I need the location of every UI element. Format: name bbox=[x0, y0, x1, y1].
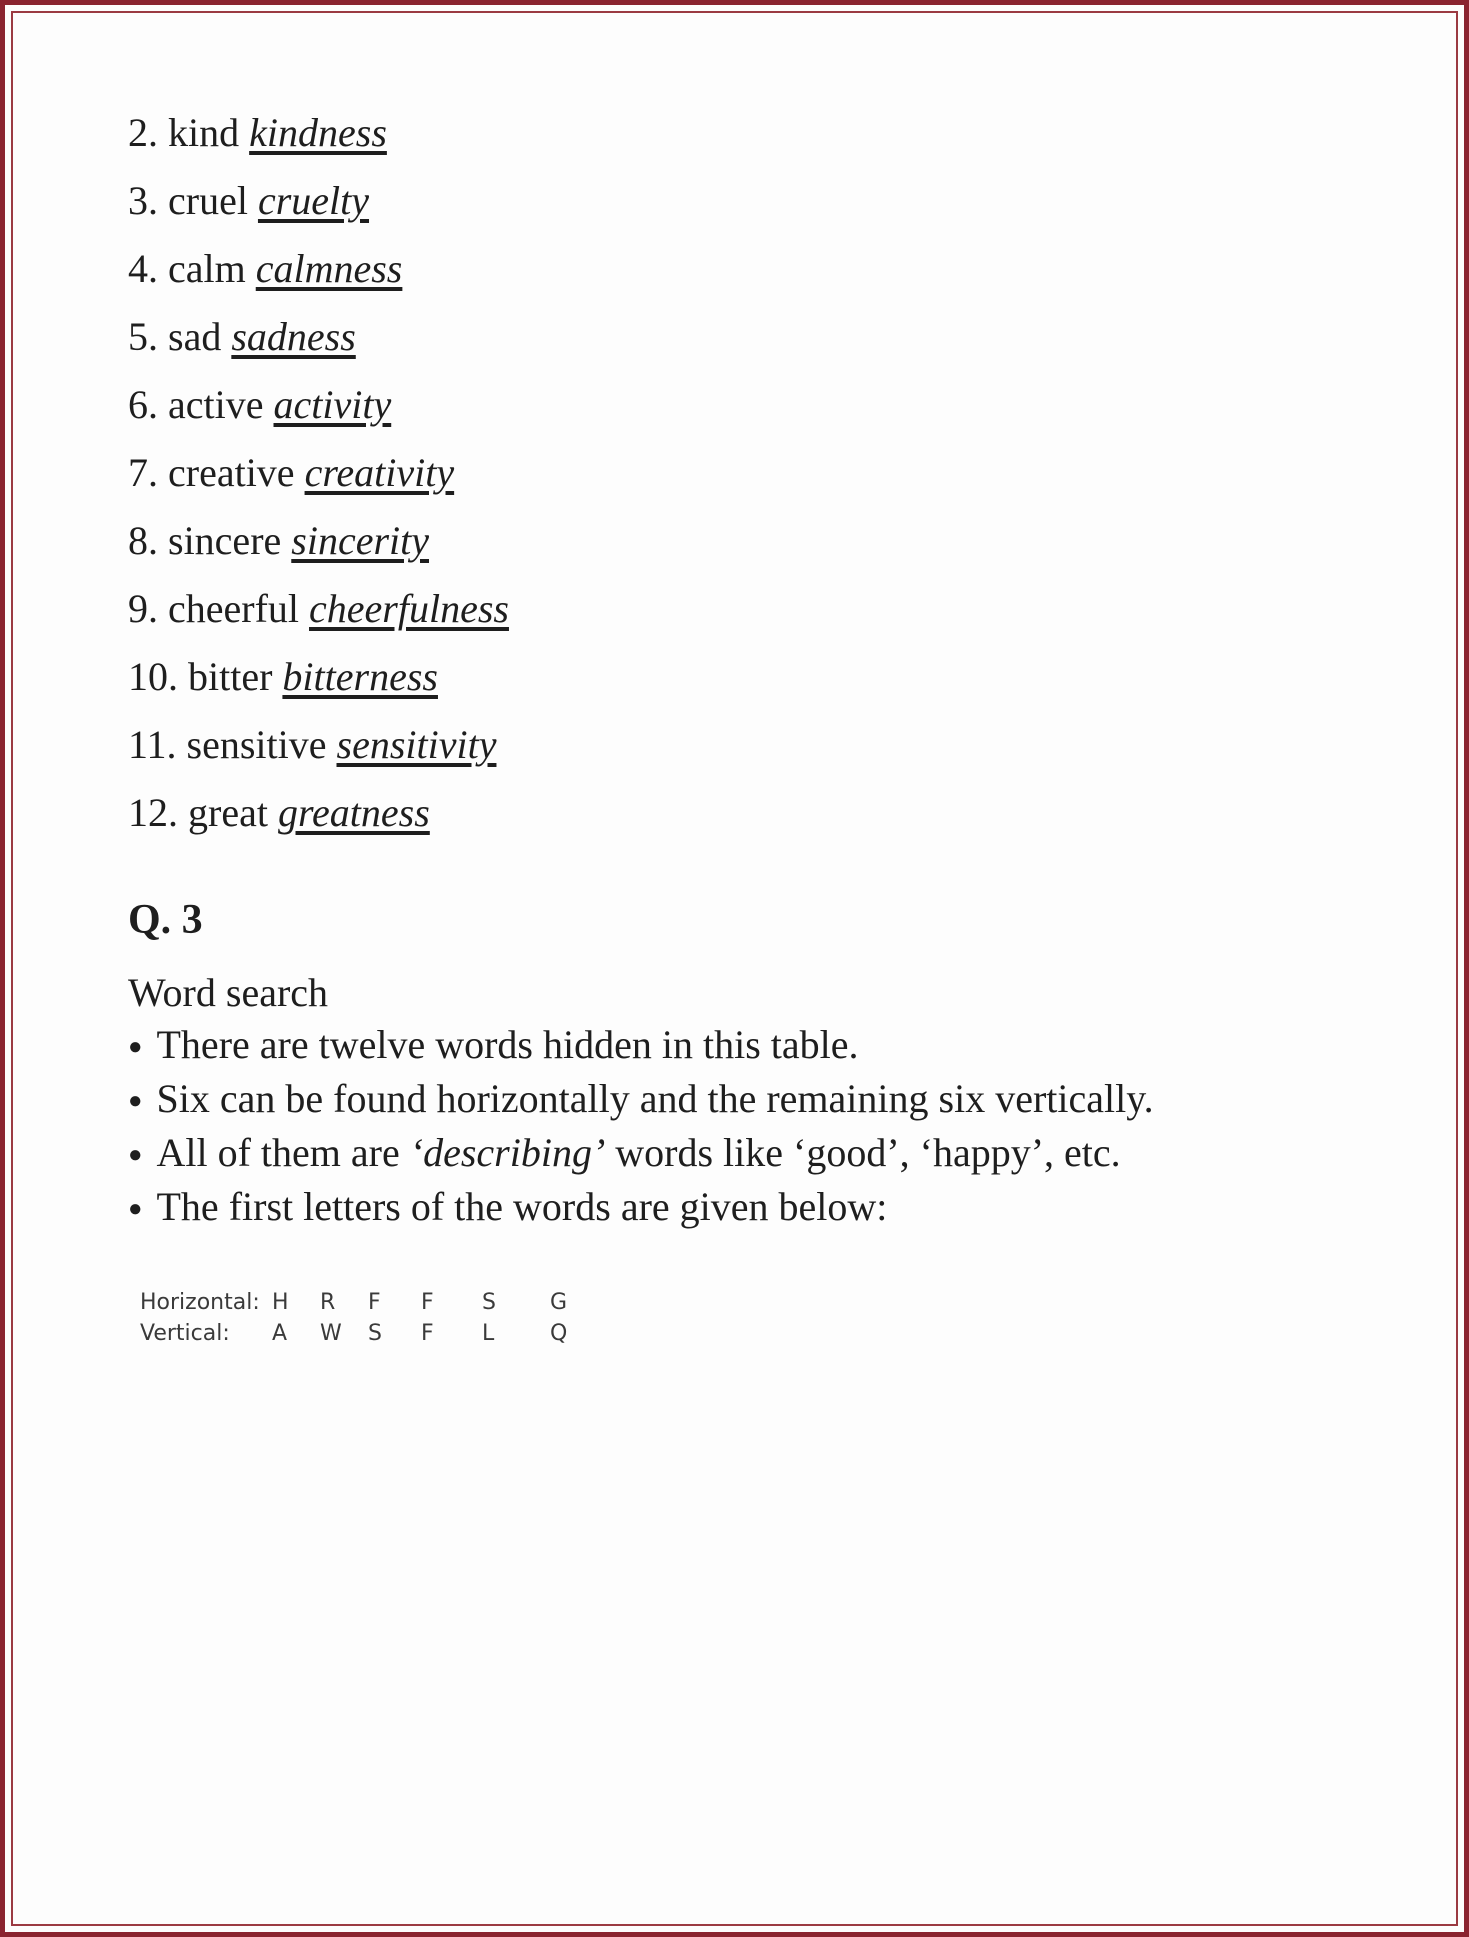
word-list-item bbox=[128, 246, 1386, 291]
word-list-item bbox=[128, 790, 1386, 835]
item-number: 11. bbox=[128, 722, 177, 767]
letter-cell: L bbox=[482, 1321, 495, 1346]
letter-cell: F bbox=[421, 1290, 434, 1315]
bullet-icon: ● bbox=[128, 1142, 143, 1168]
document-page bbox=[11, 11, 1458, 1926]
item-number: 4. bbox=[128, 246, 158, 291]
letter-cell: S bbox=[482, 1290, 496, 1315]
item-adjective: calm bbox=[168, 246, 246, 291]
item-noun: sensitivity bbox=[336, 722, 497, 767]
vertical-letters-row bbox=[140, 1318, 1386, 1349]
item-adjective: active bbox=[168, 382, 264, 427]
item-noun: cheerfulness bbox=[309, 586, 509, 631]
item-number: 12. bbox=[128, 790, 178, 835]
word-list-item bbox=[128, 382, 1386, 427]
question-subtitle: Word search bbox=[128, 970, 329, 1015]
item-adjective: sincere bbox=[168, 518, 282, 563]
item-noun: activity bbox=[273, 382, 392, 427]
word-list-item bbox=[128, 110, 1386, 155]
item-noun: creativity bbox=[304, 450, 455, 495]
bullet-icon: ● bbox=[128, 1196, 143, 1222]
bullet-text: There are twelve words hidden in this table. bbox=[156, 1022, 859, 1067]
letter-cell: Q bbox=[550, 1321, 568, 1346]
question-body bbox=[128, 967, 1158, 1235]
first-letters-table bbox=[140, 1287, 1386, 1349]
item-noun: kindness bbox=[249, 110, 387, 155]
word-list-item bbox=[128, 314, 1386, 359]
item-number: 9. bbox=[128, 586, 158, 631]
bullet-text: The first letters of the words are given below: bbox=[156, 1184, 888, 1229]
item-adjective: cheerful bbox=[168, 586, 300, 631]
item-noun: bitterness bbox=[282, 654, 438, 699]
bullet-text: Six can be found horizontally and the remaining six vertically. bbox=[156, 1076, 1154, 1121]
question-title: Q. 3 bbox=[128, 897, 203, 943]
letter-cell: H bbox=[272, 1290, 289, 1315]
item-number: 6. bbox=[128, 382, 158, 427]
item-noun: calmness bbox=[255, 246, 403, 291]
word-list-item bbox=[128, 586, 1386, 631]
letter-cell: G bbox=[550, 1290, 568, 1315]
bullet-icon: ● bbox=[128, 1034, 143, 1060]
item-adjective: sensitive bbox=[186, 722, 327, 767]
letter-cell: R bbox=[320, 1290, 336, 1315]
bullet-italic-text: ‘describing’ bbox=[409, 1130, 606, 1175]
word-list-item bbox=[128, 722, 1386, 767]
bullet-icon: ● bbox=[128, 1088, 143, 1114]
horizontal-letters-row bbox=[140, 1287, 1386, 1318]
item-adjective: kind bbox=[168, 110, 240, 155]
letter-cell: S bbox=[368, 1321, 382, 1346]
bullet-point bbox=[128, 1019, 1158, 1073]
item-adjective: sad bbox=[168, 314, 222, 359]
letter-cell: F bbox=[368, 1290, 381, 1315]
item-noun: sincerity bbox=[291, 518, 429, 563]
word-list-item bbox=[128, 518, 1386, 563]
item-number: 7. bbox=[128, 450, 158, 495]
word-list-item bbox=[128, 178, 1386, 223]
item-number: 10. bbox=[128, 654, 178, 699]
item-adjective: bitter bbox=[188, 654, 273, 699]
item-number: 8. bbox=[128, 518, 158, 563]
item-noun: greatness bbox=[277, 790, 430, 835]
item-adjective: great bbox=[188, 790, 268, 835]
item-number: 5. bbox=[128, 314, 158, 359]
bullet-text: All of them are bbox=[156, 1130, 410, 1175]
item-noun: cruelty bbox=[257, 178, 370, 223]
bullet-text: words like ‘good’, ‘happy’, etc. bbox=[605, 1130, 1121, 1175]
word-list-item bbox=[128, 654, 1386, 699]
item-number: 3. bbox=[128, 178, 158, 223]
word-list-item bbox=[128, 450, 1386, 495]
word-list bbox=[128, 110, 1386, 835]
letter-cell: F bbox=[421, 1321, 434, 1346]
letter-cell: W bbox=[320, 1321, 342, 1346]
letter-cell: A bbox=[272, 1321, 288, 1346]
item-noun: sadness bbox=[231, 314, 356, 359]
bullet-point bbox=[128, 1127, 1158, 1181]
bullet-point bbox=[128, 1181, 1158, 1235]
row-label: Horizontal: bbox=[140, 1290, 260, 1315]
item-adjective: cruel bbox=[168, 178, 248, 223]
item-number: 2. bbox=[128, 110, 158, 155]
item-adjective: creative bbox=[168, 450, 295, 495]
row-label: Vertical: bbox=[140, 1321, 230, 1346]
bullet-point bbox=[128, 1073, 1158, 1127]
